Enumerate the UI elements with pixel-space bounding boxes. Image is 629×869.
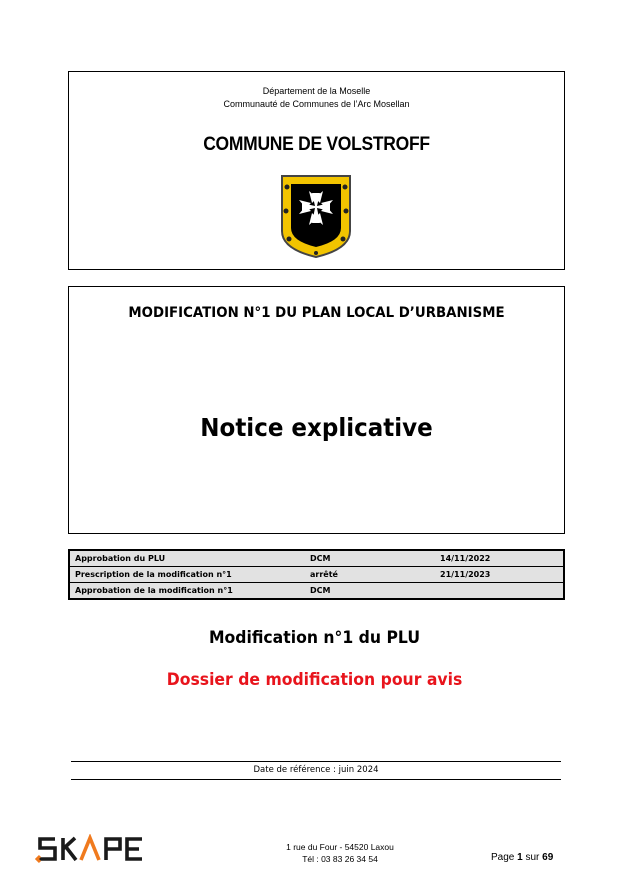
page-sep: sur	[525, 852, 540, 863]
act-cell: DCM	[305, 550, 435, 567]
date-cell	[435, 583, 564, 600]
date-cell: 21/11/2023	[435, 567, 564, 583]
plu-modification-heading: Modification n°1 du PLU	[208, 628, 421, 648]
date-cell: 14/11/2022	[435, 550, 564, 567]
step-cell: Approbation du PLU	[69, 550, 305, 567]
act-cell: DCM	[305, 583, 435, 600]
header-box	[68, 71, 565, 270]
page-word: Page	[491, 852, 515, 863]
status-heading: Dossier de modification pour avis	[166, 670, 463, 690]
footer-address: 1 rue du Four - 54520 Laxou	[286, 842, 394, 852]
department-line: Département de la Moselle	[262, 86, 371, 96]
reference-date: Date de référence : juin 2024	[71, 761, 561, 780]
title-box	[68, 286, 565, 534]
step-cell: Approbation de la modification n°1	[69, 583, 305, 600]
skape-logo	[35, 834, 145, 864]
footer-phone: Tél : 03 83 26 34 54	[302, 854, 378, 864]
act-cell: arrêté	[305, 567, 435, 583]
procedure-table	[68, 549, 565, 600]
table-row	[69, 567, 564, 583]
commune-title: COMMUNE DE VOLSTROFF	[203, 134, 430, 155]
community-line: Communauté de Communes de l’Arc Mosellan	[223, 99, 410, 109]
step-cell: Prescription de la modification n°1	[69, 567, 305, 583]
page-number	[491, 852, 553, 863]
page-current: 1	[517, 852, 523, 863]
document-subtitle: Notice explicative	[200, 413, 433, 442]
table-row	[69, 583, 564, 600]
document-title: MODIFICATION N°1 DU PLAN LOCAL D’URBANISME	[128, 305, 505, 321]
coat-of-arms-icon	[279, 173, 353, 259]
page-total: 69	[542, 852, 554, 863]
table-row	[69, 550, 564, 567]
